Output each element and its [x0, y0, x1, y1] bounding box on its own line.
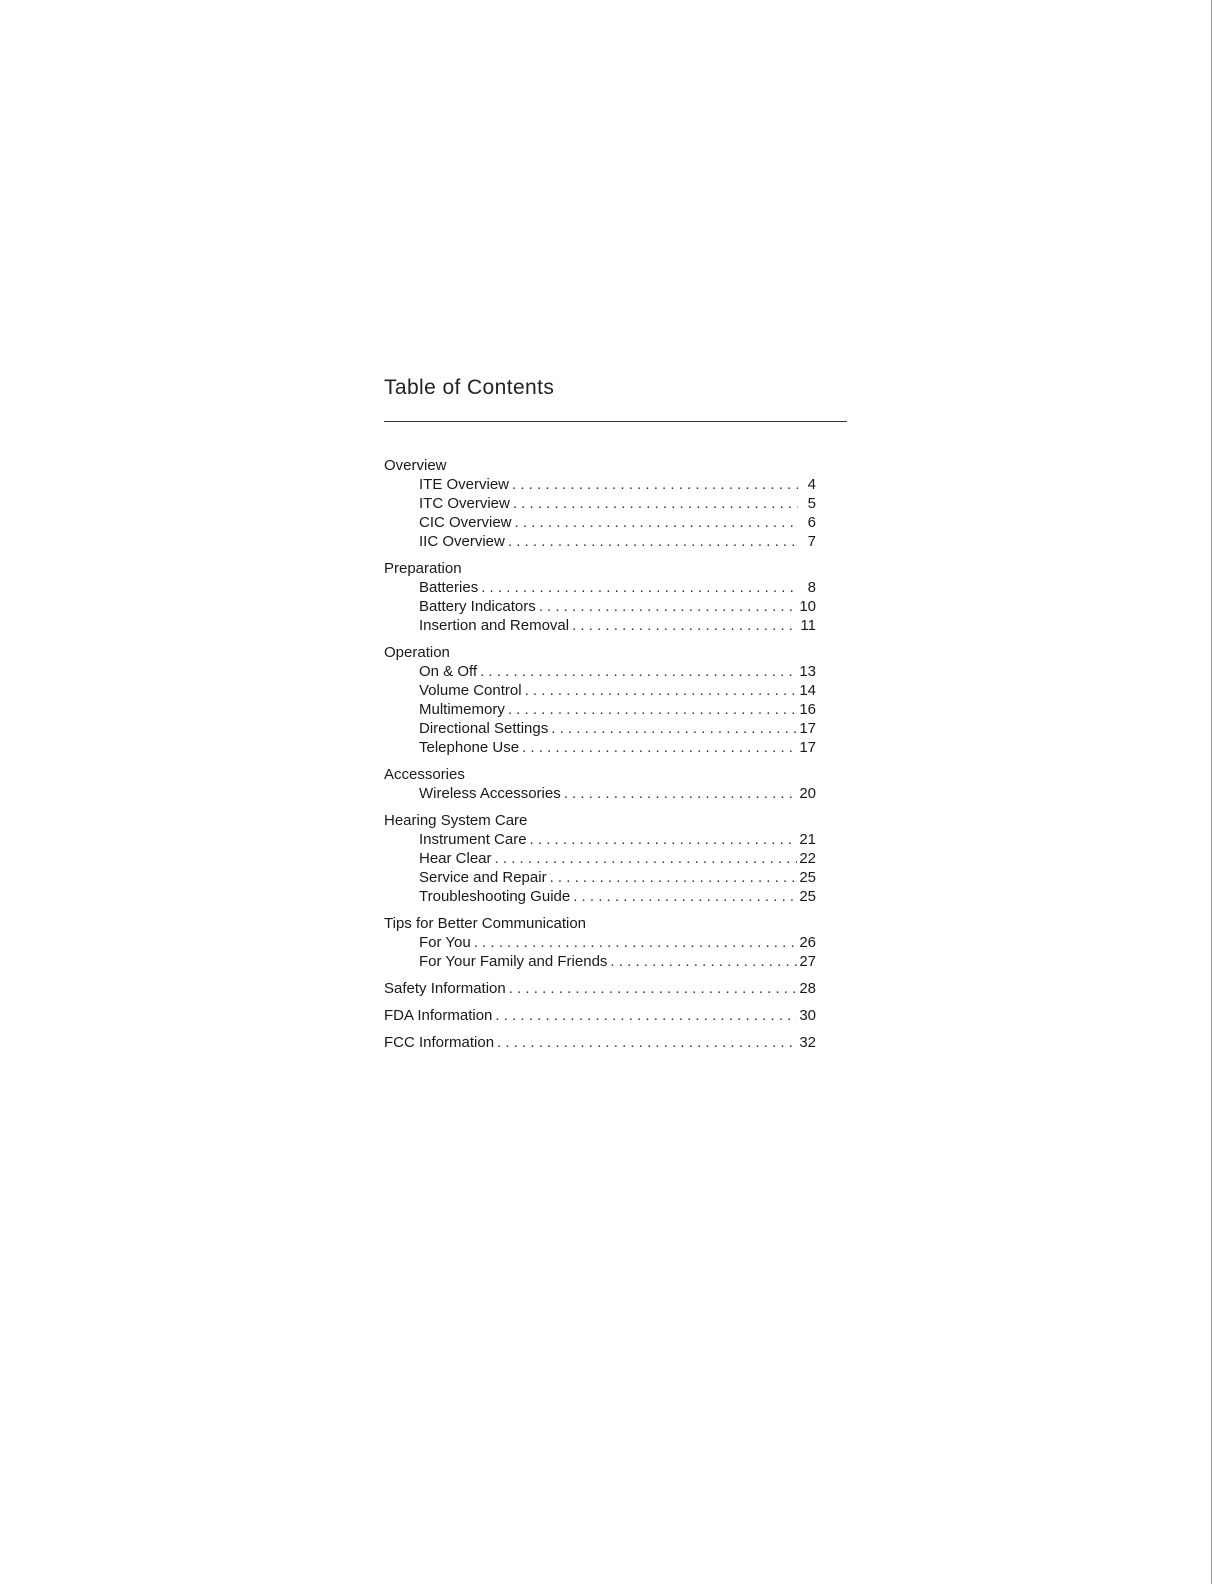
entry-label: Service and Repair — [419, 869, 547, 886]
dot-leader — [497, 1033, 797, 1052]
entry-label: Hear Clear — [419, 850, 492, 867]
entry-label: For Your Family and Friends — [419, 953, 608, 970]
entry-page-number: 25 — [799, 869, 816, 886]
dot-leader — [572, 616, 798, 635]
toc-entry[interactable] — [384, 868, 816, 887]
toc-entry[interactable] — [384, 662, 816, 681]
toc-section-tips — [384, 914, 816, 971]
toc-top-entry-safety — [384, 979, 816, 998]
title-divider — [384, 421, 847, 422]
toc-section-preparation — [384, 559, 816, 635]
toc-section-overview — [384, 456, 816, 551]
toc-entry[interactable] — [384, 532, 816, 551]
entry-page-number: 10 — [799, 598, 816, 615]
entry-page-number: 6 — [807, 514, 816, 531]
toc-entry[interactable] — [384, 784, 816, 803]
dot-leader — [573, 887, 797, 906]
toc-entry[interactable] — [384, 1006, 816, 1025]
entry-label: Wireless Accessories — [419, 785, 561, 802]
page-edge-line — [1211, 0, 1212, 1584]
toc-entry[interactable] — [384, 494, 816, 513]
dot-leader — [550, 868, 798, 887]
toc-entry[interactable] — [384, 887, 816, 906]
entry-page-number: 26 — [799, 934, 816, 951]
entry-page-number: 14 — [799, 682, 816, 699]
dot-leader — [495, 1006, 797, 1025]
entry-label: Multimemory — [419, 701, 505, 718]
entry-label: Directional Settings — [419, 720, 549, 737]
dot-leader — [539, 597, 798, 616]
entry-label: Battery Indicators — [419, 598, 536, 615]
entry-label: Safety Information — [384, 980, 506, 997]
entry-page-number: 28 — [799, 980, 816, 997]
entry-page-number: 17 — [799, 739, 816, 756]
dot-leader — [564, 784, 798, 803]
entry-label: Instrument Care — [419, 831, 527, 848]
toc-entry[interactable] — [384, 830, 816, 849]
entry-label: Telephone Use — [419, 739, 520, 756]
toc-entry[interactable] — [384, 578, 816, 597]
entry-page-number: 8 — [807, 579, 816, 596]
toc-section-accessories — [384, 765, 816, 803]
toc-entry[interactable] — [384, 597, 816, 616]
entry-page-number: 4 — [807, 476, 816, 493]
dot-leader — [474, 933, 798, 952]
toc-entry[interactable] — [384, 700, 816, 719]
dot-leader — [481, 578, 798, 597]
entry-label: FCC Information — [384, 1034, 495, 1051]
toc-top-entry-fda — [384, 1006, 816, 1025]
toc-section-operation — [384, 643, 816, 757]
dot-leader — [512, 475, 798, 494]
section-heading: Overview — [384, 457, 447, 474]
dot-leader — [509, 979, 798, 998]
toc-entry[interactable] — [384, 719, 816, 738]
entry-page-number: 20 — [799, 785, 816, 802]
toc-section-hearing-system-care — [384, 811, 816, 906]
dot-leader — [522, 738, 797, 757]
entry-page-number: 30 — [799, 1007, 816, 1024]
entry-page-number: 32 — [799, 1034, 816, 1051]
toc-entry[interactable] — [384, 681, 816, 700]
dot-leader — [610, 952, 797, 971]
entry-page-number: 11 — [800, 617, 816, 634]
toc-entry[interactable] — [384, 475, 816, 494]
entry-page-number: 27 — [799, 953, 816, 970]
dot-leader — [515, 513, 798, 532]
toc-entry[interactable] — [384, 1033, 816, 1052]
toc-entry[interactable] — [384, 849, 816, 868]
toc-entry[interactable] — [384, 738, 816, 757]
entry-page-number: 21 — [799, 831, 816, 848]
entry-label: Troubleshooting Guide — [419, 888, 571, 905]
page-title: Table of Contents — [384, 376, 555, 399]
entry-label: Batteries — [419, 579, 479, 596]
toc-body — [384, 456, 816, 1052]
dot-leader — [480, 662, 797, 681]
toc-entry[interactable] — [384, 952, 816, 971]
section-heading: Preparation — [384, 560, 462, 577]
dot-leader — [525, 681, 798, 700]
entry-page-number: 22 — [799, 850, 816, 867]
toc-top-entry-fcc — [384, 1033, 816, 1052]
dot-leader — [551, 719, 797, 738]
entry-page-number: 25 — [799, 888, 816, 905]
section-heading: Hearing System Care — [384, 812, 528, 829]
dot-leader — [530, 830, 798, 849]
entry-label: Volume Control — [419, 682, 522, 699]
table-of-contents — [384, 372, 848, 1060]
entry-label: ITC Overview — [419, 495, 510, 512]
toc-entry[interactable] — [384, 933, 816, 952]
entry-page-number: 17 — [799, 720, 816, 737]
entry-page-number: 7 — [807, 533, 816, 550]
entry-page-number: 16 — [799, 701, 816, 718]
entry-label: ITE Overview — [419, 476, 510, 493]
entry-label: CIC Overview — [419, 514, 512, 531]
entry-label: FDA Information — [384, 1007, 493, 1024]
dot-leader — [513, 494, 798, 513]
entry-label: For You — [419, 934, 471, 951]
entry-label: Insertion and Removal — [419, 617, 570, 634]
section-heading: Operation — [384, 644, 450, 661]
entry-page-number: 5 — [807, 495, 816, 512]
entry-label: IIC Overview — [419, 533, 505, 550]
toc-entry[interactable] — [384, 979, 816, 998]
toc-entry[interactable] — [384, 616, 816, 635]
dot-leader — [508, 700, 797, 719]
section-heading: Tips for Better Communication — [384, 915, 587, 932]
dot-leader — [508, 532, 798, 551]
entry-label: On & Off — [419, 663, 478, 680]
dot-leader — [495, 849, 798, 868]
entry-page-number: 13 — [799, 663, 816, 680]
toc-entry[interactable] — [384, 513, 816, 532]
section-heading: Accessories — [384, 766, 465, 783]
